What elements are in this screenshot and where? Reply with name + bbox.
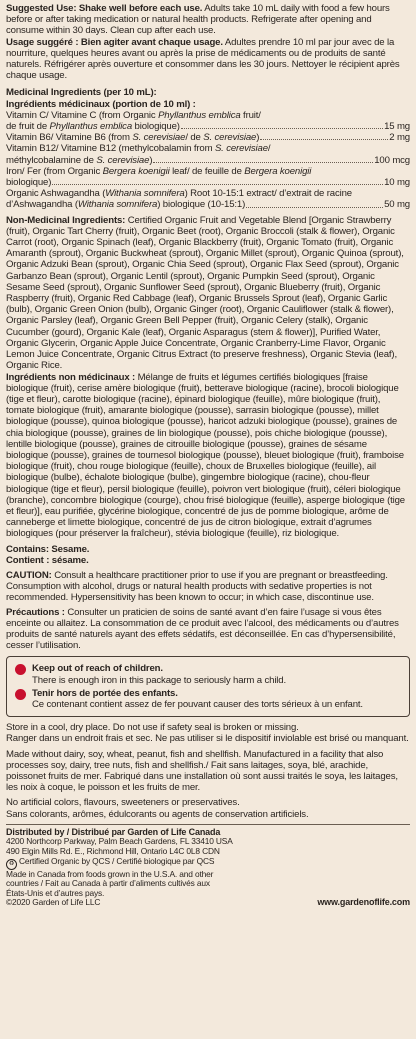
suggested-use-label: Suggested Use: Shake well before each use. bbox=[6, 3, 203, 14]
made-in-line3: États-Unis et d’autres pays. bbox=[6, 887, 105, 898]
allergen-statement: Made without dairy, soy, wheat, peanut, fish and shellfish. Manufactured in a facility that also processes soy, dairy, tree nuts, fish and shellfish./ Fait sans laitages, soya, blé, arachide, poissonet fruits de mer. Fabriqué dans une installation où sont aussi traités le soya, les laitages, les noix à coque, le poisson et les fruits de mer. bbox=[6, 748, 398, 794]
footer-row-2 bbox=[6, 898, 410, 908]
made-in-line1: Made in Canada from foods grown in the U.S.A. and other bbox=[6, 868, 214, 879]
distribution-title: Distributed by / Distribué par Garden of Life Canada bbox=[6, 826, 221, 837]
organic-certification: ♻ Certified Organic by QCS / Certifié biologique par QCS bbox=[6, 857, 410, 870]
vitamin-b12-amount: 100 mcg bbox=[374, 154, 410, 166]
vitamin-b12-line: Vitamin B12/ Vitamine B12 (methylcobalamin from S. cerevisiae/ bbox=[6, 143, 271, 155]
iron-row: biologique) 10 mg bbox=[6, 177, 410, 189]
iron-line: Iron/ Fer (from Organic Bergera koenigii leaf/ de feuille de Bergera koenigii bbox=[6, 165, 312, 177]
storage-fr: Ranger dans un endroit frais et sec. Ne pas utiliser si le dispositif inviolable est brisé ou manquant. bbox=[6, 733, 409, 745]
artificial-fr: Sans colorants, arômes, édulcorants ou agents de conservation artificiels. bbox=[6, 808, 309, 820]
caution-fr bbox=[6, 607, 410, 652]
non-medicinal-en bbox=[6, 215, 410, 372]
contains-fr: Contient : sésame. bbox=[6, 554, 89, 566]
vitamin-b6-row: Vitamin B6/ Vitamine B6 (from S. cerevisiae/ de S. cerevisiae) 2 mg bbox=[6, 132, 410, 144]
non-medicinaux-text: Mélange de fruits et légumes certifiés biologiques [fraise biologique (fruit), cerise amère biologique (fruit), betterave biologique (racine), brocoli biologique (tige et fleur), carotte biologique (racine), épinard biologique (feuille), mûre biologique (fruit), tomate biologique (fruit), amarante biologique (pousse), sarrasin biologique (pousse), millet biologique (pousse), quinoa biologique (pousse), haricot adzuki biologique (pousse), graines de chia biologique (pousse), graines de lin biologique (pousse), pois chiche biologique (pousse), lentille biologique (pousse), graines de citrouille biologique (pousse), graines de sésame biologique (pousse), graines de tournesol biologique (pousse), bleuet biologique (fruit), framboise biologique (fruit), chou rouge biologique (feuille), choux de Bruxelles biologique (feuille), ail biologique (bulbe), échalote biologique (bulbe), gingembre biologique (racine), chou-fleur biologique (tige et fleur), persil biologique (feuille), poivron vert biologique (fruit), céleri biologique (branche), concombre biologique (courge), chou frisé biologique (feuille), asperge biologique (tige et fleur)], eau purifiée, glycérine biologique, concentré de jus de pomme biologique, arôme de canneberge et limette biologique, concentré de jus de citron biologique, extrait d’agrumes biologiques (pour préserver la fraîcheur), stévia biologique (feuille), riz biologique. bbox=[6, 371, 405, 540]
vitamin-c-amount: 15 mg bbox=[384, 121, 410, 133]
suggested-use-text: Adults take 10 mL daily with food a few hours before or after taking medication or natural health products. Refrigerate after opening and consume within 30 days. Clean cup after each use. bbox=[6, 3, 390, 37]
certified-organic-icon: ♻ bbox=[6, 859, 17, 870]
ashwagandha-amount: 50 mg bbox=[384, 199, 410, 211]
warning-fr-title: Tenir hors de portée des enfants. bbox=[32, 687, 178, 699]
child-warning-box bbox=[6, 656, 410, 717]
vitamin-c-line: Vitamin C/ Vitamine C (from Organic Phyllanthus emblica fruit/ bbox=[6, 109, 261, 121]
warning-dot-icon bbox=[15, 689, 26, 700]
warning-dot-icon bbox=[15, 664, 26, 675]
usage-suggere-text: Adultes prendre 10 ml par jour avec de la nourriture, quelques heures avant ou après la prise de médicaments ou de produits de santé naturels. Réfrigérer après ouverture et consommer dans les 30 jours. Nettoyer le récipient après chaque usage. bbox=[6, 36, 400, 82]
ashwagandha-row: d’Ashwagandha (Withania somnifera) biologique (10-15:1) 50 mg bbox=[6, 199, 410, 211]
warning-en-text: There is enough iron in this package to seriously harm a child. bbox=[32, 674, 286, 686]
ashwagandha-line: Organic Ashwagandha (Withania somnifera) Root 10-15:1 extract/ d’extrait de racine bbox=[6, 188, 352, 200]
non-medicinal-text: Certified Organic Fruit and Vegetable Blend [Organic Strawberry (fruit), Organic Tart Cherry (fruit), Organic Beet (root), Organic Broccoli (stalk & flower), Organic Carrot (root), Organic Spinach (leaf), Organic Blackberry (fruit), Organic Tomato (fruit), Organic Amaranth (sprout), Organic Buckwheat (sprout), Organic Millet (sprout), Organic Quinoa (sprout), Organic Adzuki Bean (sprout), Organic Chia Seed (sprout), Organic Flax Seed (sprout), Organic Garbanzo Bean (sprout), Organic Lentil (sprout), Organic Pumpkin Seed (sprout), Organic Sesame Seed (sprout), Organic Sunflower Seed (sprout), Organic Blueberry (fruit), Organic Raspberry (fruit), Organic Red Cabbage (leaf), Organic Brussels Sprout (leaf), Organic Garlic (bulb), Organic Green Onion (bulb), Organic Ginger (root), Organic Cauliflower (stalk & flower), Organic Parsley (leaf), Organic Green Bell Pepper (fruit), Organic Celery (stalk), Organic Cucumber (gourd), Organic Kale (leaf), Organic Asparagus (stem & flower)], Purified Water, Organic Glycerin, Organic Apple Juice Concentrate, Organic Cranberry-Lime Flavor, Organic Lemon Juice Concentrate, Organic Citrus Extract (to preserve freshness), Organic Stevia (leaf), Organic Rice. bbox=[6, 214, 404, 372]
precautions-label: Précautions : bbox=[6, 606, 65, 618]
non-medicinal-label: Non-Medicinal Ingredients: bbox=[6, 214, 126, 226]
artificial-en: No artificial colors, flavours, sweeteners or preservatives. bbox=[6, 797, 240, 809]
warning-en bbox=[15, 663, 403, 685]
storage-en: Store in a cool, dry place. Do not use if safety seal is broken or missing. bbox=[6, 722, 299, 734]
medicinal-heading-fr: Ingrédients médicinaux (portion de 10 ml) : bbox=[6, 98, 196, 110]
vitamin-b6-amount: 2 mg bbox=[389, 132, 410, 144]
precautions-text: Consulter un praticien de soins de santé avant d’en faire l’usage si vous êtes enceinte ou allaitez. La consommation de ce produit avec l’alcool, des médicaments ou d’autres produits de santé naturels ayant des effets sédatifs, est déconseillée. En cas d’hypersensibilité, cesser l’utilisation. bbox=[6, 606, 399, 652]
contains-en: Contains: Sesame. bbox=[6, 543, 90, 555]
made-in-line2: countries / Fait au Canada à partir d’aliments cultivés aux bbox=[6, 878, 210, 889]
medicinal-ingredients bbox=[6, 87, 410, 210]
suggested-use bbox=[6, 3, 410, 37]
vitamin-b12-row: méthylcobalamine de S. cerevisiae) 100 mcg bbox=[6, 154, 410, 166]
caution-en bbox=[6, 570, 410, 604]
usage-suggere bbox=[6, 37, 410, 82]
copyright: ©2020 Garden of Life LLC bbox=[6, 897, 101, 908]
non-medicinal-fr bbox=[6, 372, 410, 540]
non-medicinaux-label: Ingrédients non médicinaux : bbox=[6, 371, 136, 383]
divider bbox=[6, 824, 410, 825]
usage-suggere-label: Usage suggéré : Bien agiter avant chaque usage. bbox=[6, 36, 223, 48]
vitamin-c-row: de fruit de Phyllanthus emblica biologique) 15 mg bbox=[6, 121, 410, 133]
caution-text: Consult a healthcare practitioner prior to use if you are pregnant or breastfeeding. Consumption with alcohol, drugs or natural health products with sedative properties is not recommended. Hypersensitivity has been known to occur; in which case, discontinue use. bbox=[6, 569, 388, 604]
warning-en-title: Keep out of reach of children. bbox=[32, 663, 163, 675]
distribution-block bbox=[6, 828, 410, 908]
warning-fr-text: Ce contenant contient assez de fer pouvant causer des torts sérieux à un enfant. bbox=[32, 698, 363, 710]
website-link[interactable]: www.gardenoflife.com bbox=[317, 897, 410, 908]
caution-label: CAUTION: bbox=[6, 569, 52, 581]
distribution-address-us: 4200 Northcorp Parkway, Palm Beach Gardens, FL 33410 USA bbox=[6, 836, 233, 847]
iron-amount: 10 mg bbox=[384, 177, 410, 189]
warning-fr bbox=[15, 688, 403, 710]
distribution-address-ca: 490 Elgin Mills Rd. E., Richmond Hill, Ontario L4C 0L8 CDN bbox=[6, 846, 220, 856]
medicinal-heading-en: Medicinal Ingredients (per 10 mL): bbox=[6, 87, 157, 99]
